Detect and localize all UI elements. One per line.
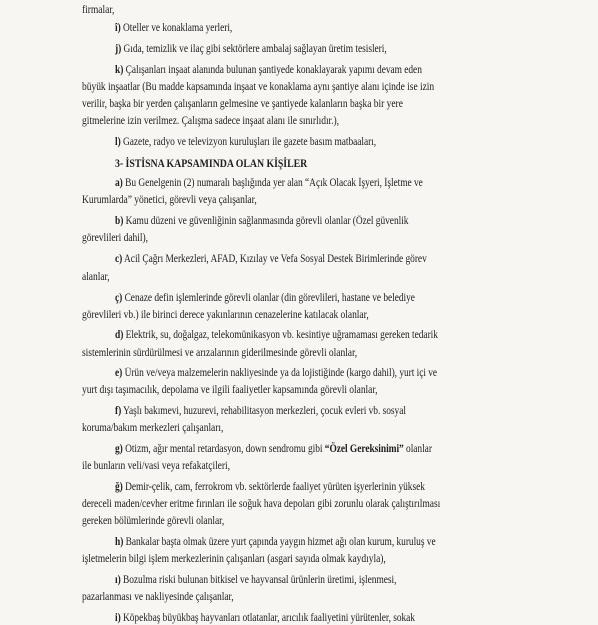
continuation-line bbox=[82, 308, 518, 322]
continuation-line bbox=[82, 193, 518, 207]
line-text: firmalar, bbox=[82, 4, 115, 16]
continuation-line bbox=[82, 383, 518, 397]
line-text: pazarlanması ve nakliyesinde çalışanlar, bbox=[82, 591, 234, 603]
continuation-line bbox=[82, 3, 518, 17]
continuation-line bbox=[82, 514, 518, 528]
list-marker: ğ) bbox=[115, 481, 123, 493]
list-item-text: Bu Genelgenin (2) numaralı başlığında yer alan “Açık Olacak İşyeri, İşletme ve bbox=[122, 177, 423, 189]
line-text: görevlileri vb.) ile birinci derece yakınlarının cenazelerine katılacak olanlar, bbox=[82, 309, 369, 321]
list-marker: c) bbox=[115, 253, 123, 265]
continuation-line bbox=[82, 421, 518, 435]
continuation-line bbox=[82, 497, 518, 511]
list-item bbox=[115, 611, 518, 625]
list-marker: f) bbox=[115, 405, 122, 417]
list-item bbox=[115, 535, 518, 549]
list-item bbox=[115, 63, 518, 77]
continuation-line bbox=[82, 270, 518, 284]
list-item-text: Oteller ve konaklama yerleri, bbox=[120, 22, 233, 34]
list-marker: g) bbox=[115, 443, 123, 455]
list-marker: k) bbox=[115, 64, 124, 76]
list-item-text: Acil Çağrı Merkezleri, AFAD, Kızılay ve Vefa Sosyal Destek Birimlerinde görev bbox=[122, 253, 427, 265]
list-item bbox=[115, 252, 518, 266]
list-item-text: Cenaze defin işlemlerinde görevli olanlar (din görevlileri, hastane ve belediye bbox=[122, 292, 415, 304]
list-item bbox=[115, 214, 518, 228]
line-text: gereken bölümlerinde görevli olanlar, bbox=[82, 515, 225, 527]
continuation-line bbox=[82, 590, 518, 604]
continuation-line bbox=[82, 346, 518, 360]
line-text: dereceli maden/cevher eritme fırınları ile soğuk hava depoları gibi zorunlu olarak çalıştırılması bbox=[82, 498, 441, 510]
line-text: verilir, başka bir yerden çalışanların gelmesine ve şantiyede kalanların başka bir yere bbox=[82, 98, 403, 110]
list-item-text: Otizm, ağır mental retardasyon, down sendromu gibi bbox=[122, 443, 325, 455]
list-marker: e) bbox=[115, 367, 123, 379]
list-marker: h) bbox=[115, 536, 124, 548]
list-marker: ı) bbox=[115, 574, 121, 586]
line-text: alanlar, bbox=[82, 271, 110, 283]
list-marker: a) bbox=[115, 177, 123, 189]
list-item-text-tail: olanlar bbox=[403, 443, 432, 455]
list-marker: j) bbox=[115, 43, 122, 55]
continuation-line bbox=[82, 552, 518, 566]
line-text: Kurumlarda” yönetici, görevli veya çalışanlar, bbox=[82, 194, 257, 206]
line-text: ile bunların veli/vasi veya refakatçileri, bbox=[82, 460, 230, 472]
line-text: sistemlerinin sürdürülmesi ve arızalarının giderilmesinde görevli olanlar, bbox=[82, 347, 358, 359]
continuation-line bbox=[82, 459, 518, 473]
list-marker: î) bbox=[115, 22, 121, 34]
list-item bbox=[115, 366, 518, 380]
list-item bbox=[115, 404, 518, 418]
list-item-text: Çalışanları inşaat alanında bulunan şantiyede konaklayarak yapımı devam eden bbox=[123, 64, 422, 76]
list-marker: ç) bbox=[115, 292, 123, 304]
line-text: işletmelerin bilgi işlem merkezlerinin çalışanları (asgari sayıda olmak kaydıyla), bbox=[82, 553, 386, 565]
list-item-text: Yaşlı bakımevi, huzurevi, rehabilitasyon merkezleri, çocuk evleri vb. sosyal bbox=[121, 405, 406, 417]
list-item bbox=[115, 480, 518, 494]
list-item bbox=[115, 328, 518, 342]
list-item-text: Bankalar başta olmak üzere yurt çapında yaygın hizmet ağı olan kurum, kuruluş ve bbox=[123, 536, 436, 548]
list-item-text: Bozulma riski bulunan bitkisel ve hayvansal ürünlerin üretimi, işlenmesi, bbox=[120, 574, 397, 586]
section-heading bbox=[115, 156, 518, 170]
list-marker: l) bbox=[115, 136, 121, 148]
continuation-line bbox=[82, 231, 518, 245]
list-item-text: Gazete, radyo ve televizyon kuruluşları ile gazete basım matbaaları, bbox=[120, 136, 377, 148]
list-item bbox=[115, 135, 518, 149]
list-item-text: Köpekbaş büyükbaş hayvanları otlatanlar, arıcılık faaliyetini yürütenler, sokak bbox=[120, 612, 415, 624]
list-item-text: Elektrik, su, doğalgaz, telekomünikasyon vb. kesintiye uğramaması gereken tedarik bbox=[123, 329, 438, 341]
line-text: görevlileri dahil), bbox=[82, 232, 148, 244]
list-item bbox=[115, 573, 518, 587]
list-marker: d) bbox=[115, 329, 124, 341]
continuation-line bbox=[82, 114, 518, 128]
continuation-line bbox=[82, 80, 518, 94]
list-item bbox=[115, 291, 518, 305]
heading-text: 3- İSTİSNA KAPSAMINDA OLAN KİŞİLER bbox=[115, 156, 308, 170]
list-item bbox=[115, 442, 518, 456]
emphasis-text: “Özel Gereksinimi” bbox=[324, 443, 404, 455]
line-text: büyük inşaatlar (Bu madde kapsamında inşaat ve konaklama aynı şantiye alanı içinde ise izin bbox=[82, 81, 435, 93]
line-text: koruma/bakım merkezleri çalışanları, bbox=[82, 422, 224, 434]
list-item bbox=[115, 42, 518, 56]
list-item-text: Kamu düzeni ve güvenliğinin sağlanmasında görevli olanlar (Özel güvenlik bbox=[123, 215, 409, 227]
list-item-text: Gıda, temizlik ve ilaç gibi sektörlere ambalaj sağlayan üretim tesisleri, bbox=[121, 43, 387, 55]
line-text: gitmelerine izin verilmez. Çalışma sadece inşaat alanı ile sınırlıdır.), bbox=[82, 115, 339, 127]
list-item bbox=[115, 21, 518, 35]
list-item-text: Demir-çelik, cam, ferrokrom vb. sektörlerde faaliyet yürüten işyerlerinin yüksek bbox=[122, 481, 425, 493]
continuation-line bbox=[82, 97, 518, 111]
list-item bbox=[115, 176, 518, 190]
list-marker: b) bbox=[115, 215, 124, 227]
list-item-text: Ürün ve/veya malzemelerin nakliyesinde ya da lojistiğinde (kargo dahil), yurt içi ve bbox=[122, 367, 438, 379]
line-text: yurt dışı taşımacılık, depolama ve ilgili faaliyetler kapsamında görevli olanlar, bbox=[82, 384, 378, 396]
list-marker: i) bbox=[115, 612, 121, 624]
